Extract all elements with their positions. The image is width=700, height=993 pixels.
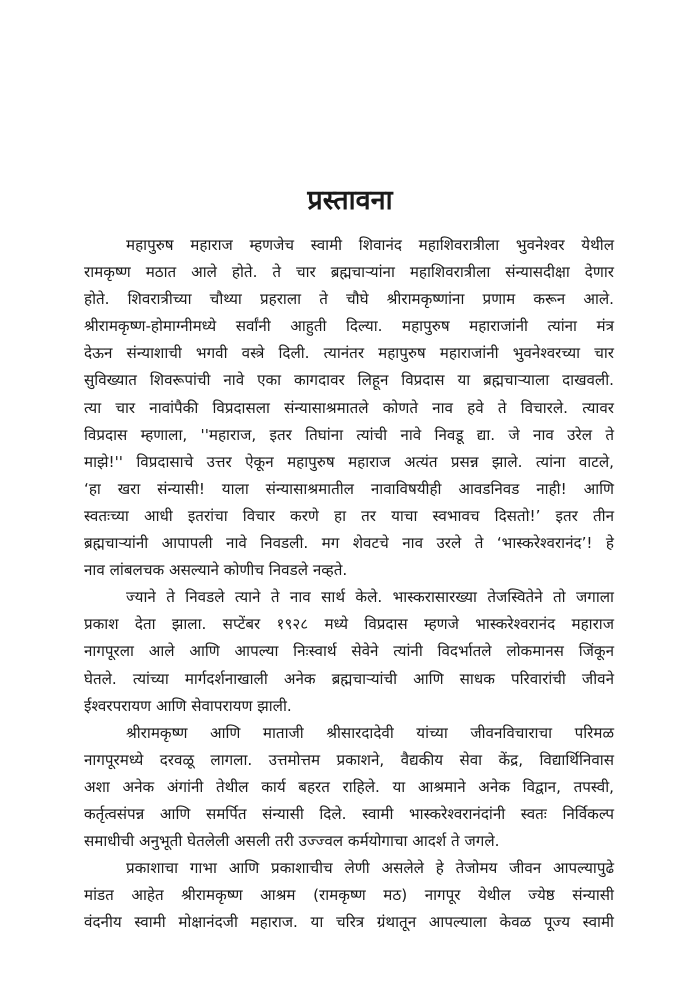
text-line: महापुरुष महाराज म्हणजेच स्वामी शिवानंद महाशिवरात्रीला भुवनेश्वर येथील — [126, 236, 614, 254]
text-line: विप्रदास म्हणाला, ''महाराज, इतर तिघांना त्यांची नावे निवडू द्या. जे नाव उरेल ते — [84, 425, 614, 444]
text-line: त्या चार नावांपैकी विप्रदासला संन्यासाश्रमातले कोणते नाव हवे ते विचारले. त्यावर — [84, 398, 614, 417]
page-title: प्रस्तावना — [307, 185, 393, 216]
text-line: सुविख्यात शिवरूपांची नावे एका कागदावर लिहून विप्रदास या ब्रह्मचाऱ्याला दाखवली. — [84, 371, 614, 390]
text-line: ब्रह्मचाऱ्यांनी आपापली नावे निवडली. मग शेवटचे नाव उरले ते ‘भास्करेश्वरानंद’! हे — [84, 534, 614, 553]
text-line: प्रकाश देता झाला. सप्टेंबर १९२८ मध्ये विप्रदास म्हणजे भास्करेश्वरानंद महाराज — [84, 615, 614, 634]
paragraph — [84, 855, 614, 936]
text-line: होते. शिवरात्रीच्या चौथ्या प्रहराला ते चौघे श्रीरामकृष्णांना प्रणाम करून आले. — [84, 290, 614, 309]
text-line: अशा अनेक अंगांनी तेथील कार्य बहरत राहिले. या आश्रमाने अनेक विद्वान, तपस्वी, — [84, 777, 614, 796]
paragraph — [84, 720, 614, 855]
text-line: प्रकाशाचा गाभा आणि प्रकाशाचीच लेणी असलेले हे तेजोमय जीवन आपल्यापुढे — [126, 859, 614, 878]
document-body — [84, 232, 614, 936]
text-line: ज्याने ते निवडले त्याने ते नाव सार्थ केले. भास्करासारख्या तेजस्वितेने तो जगाला — [126, 588, 614, 607]
paragraph — [84, 232, 614, 584]
paragraph — [84, 584, 614, 719]
text-line: ईश्वरपरायण आणि सेवापरायण झाली. — [84, 696, 292, 715]
text-line: नागपूरमध्ये दरवळू लागला. उत्तमोत्तम प्रकाशने, वैद्यकीय सेवा केंद्र, विद्यार्थिनिवास — [84, 750, 614, 769]
text-line: श्रीरामकृष्ण-होमाग्नीमध्ये सर्वांनी आहुती दिल्या. महापुरुष महाराजांनी त्यांना मंत्र — [84, 317, 614, 336]
text-line: मांडत आहेत श्रीरामकृष्ण आश्रम (रामकृष्ण मठ) नागपूर येथील ज्येष्ठ संन्यासी — [84, 886, 614, 905]
text-line: समाधीची अनुभूती घेतलेली असली तरी उज्ज्वल कर्मयोगाचा आदर्श ते जगले. — [84, 832, 500, 851]
text-line: ‘हा खरा संन्यासी! याला संन्यासाश्रमातील नावाविषयीही आवडनिवड नाही! आणि — [84, 479, 614, 498]
text-line: श्रीरामकृष्ण आणि माताजी श्रीसारदादेवी यांच्या जीवनविचाराचा परिमळ — [126, 723, 614, 742]
text-line: देऊन संन्याशाची भगवी वस्त्रे दिली. त्यानंतर महापुरुष महाराजांनी भुवनेश्वरच्या चार — [84, 344, 614, 363]
text-line: माझे!'' विप्रदासाचे उत्तर ऐकून महापुरुष महाराज अत्यंत प्रसन्न झाले. त्यांना वाटले, — [84, 452, 614, 471]
text-line: रामकृष्ण मठात आले होते. ते चार ब्रह्मचाऱ्यांना महाशिवरात्रीला संन्यासदीक्षा देणार — [84, 263, 614, 282]
text-line: कर्तृत्वसंपन्न आणि समर्पित संन्यासी दिले. स्वामी भास्करेश्वरानंदांनी स्वतः निर्विकल्प — [84, 804, 614, 823]
text-line: घेतले. त्यांच्या मार्गदर्शनाखाली अनेक ब्रह्मचाऱ्यांची आणि साधक परिवारांची जीवने — [84, 669, 614, 688]
text-line: वंदनीय स्वामी मोक्षानंदजी महाराज. या चरित्र ग्रंथातून आपल्याला केवळ पूज्य स्वामी — [84, 913, 614, 932]
text-line: नागपूरला आले आणि आपल्या निःस्वार्थ सेवेने त्यांनी विदर्भातले लोकमानस जिंकून — [84, 642, 614, 661]
text-line: स्वतःच्या आधी इतरांचा विचार करणे हा तर याचा स्वभावच दिसतो!’ इतर तीन — [84, 506, 614, 525]
text-line: नाव लांबलचक असल्याने कोणीच निवडले नव्हते. — [84, 561, 348, 580]
